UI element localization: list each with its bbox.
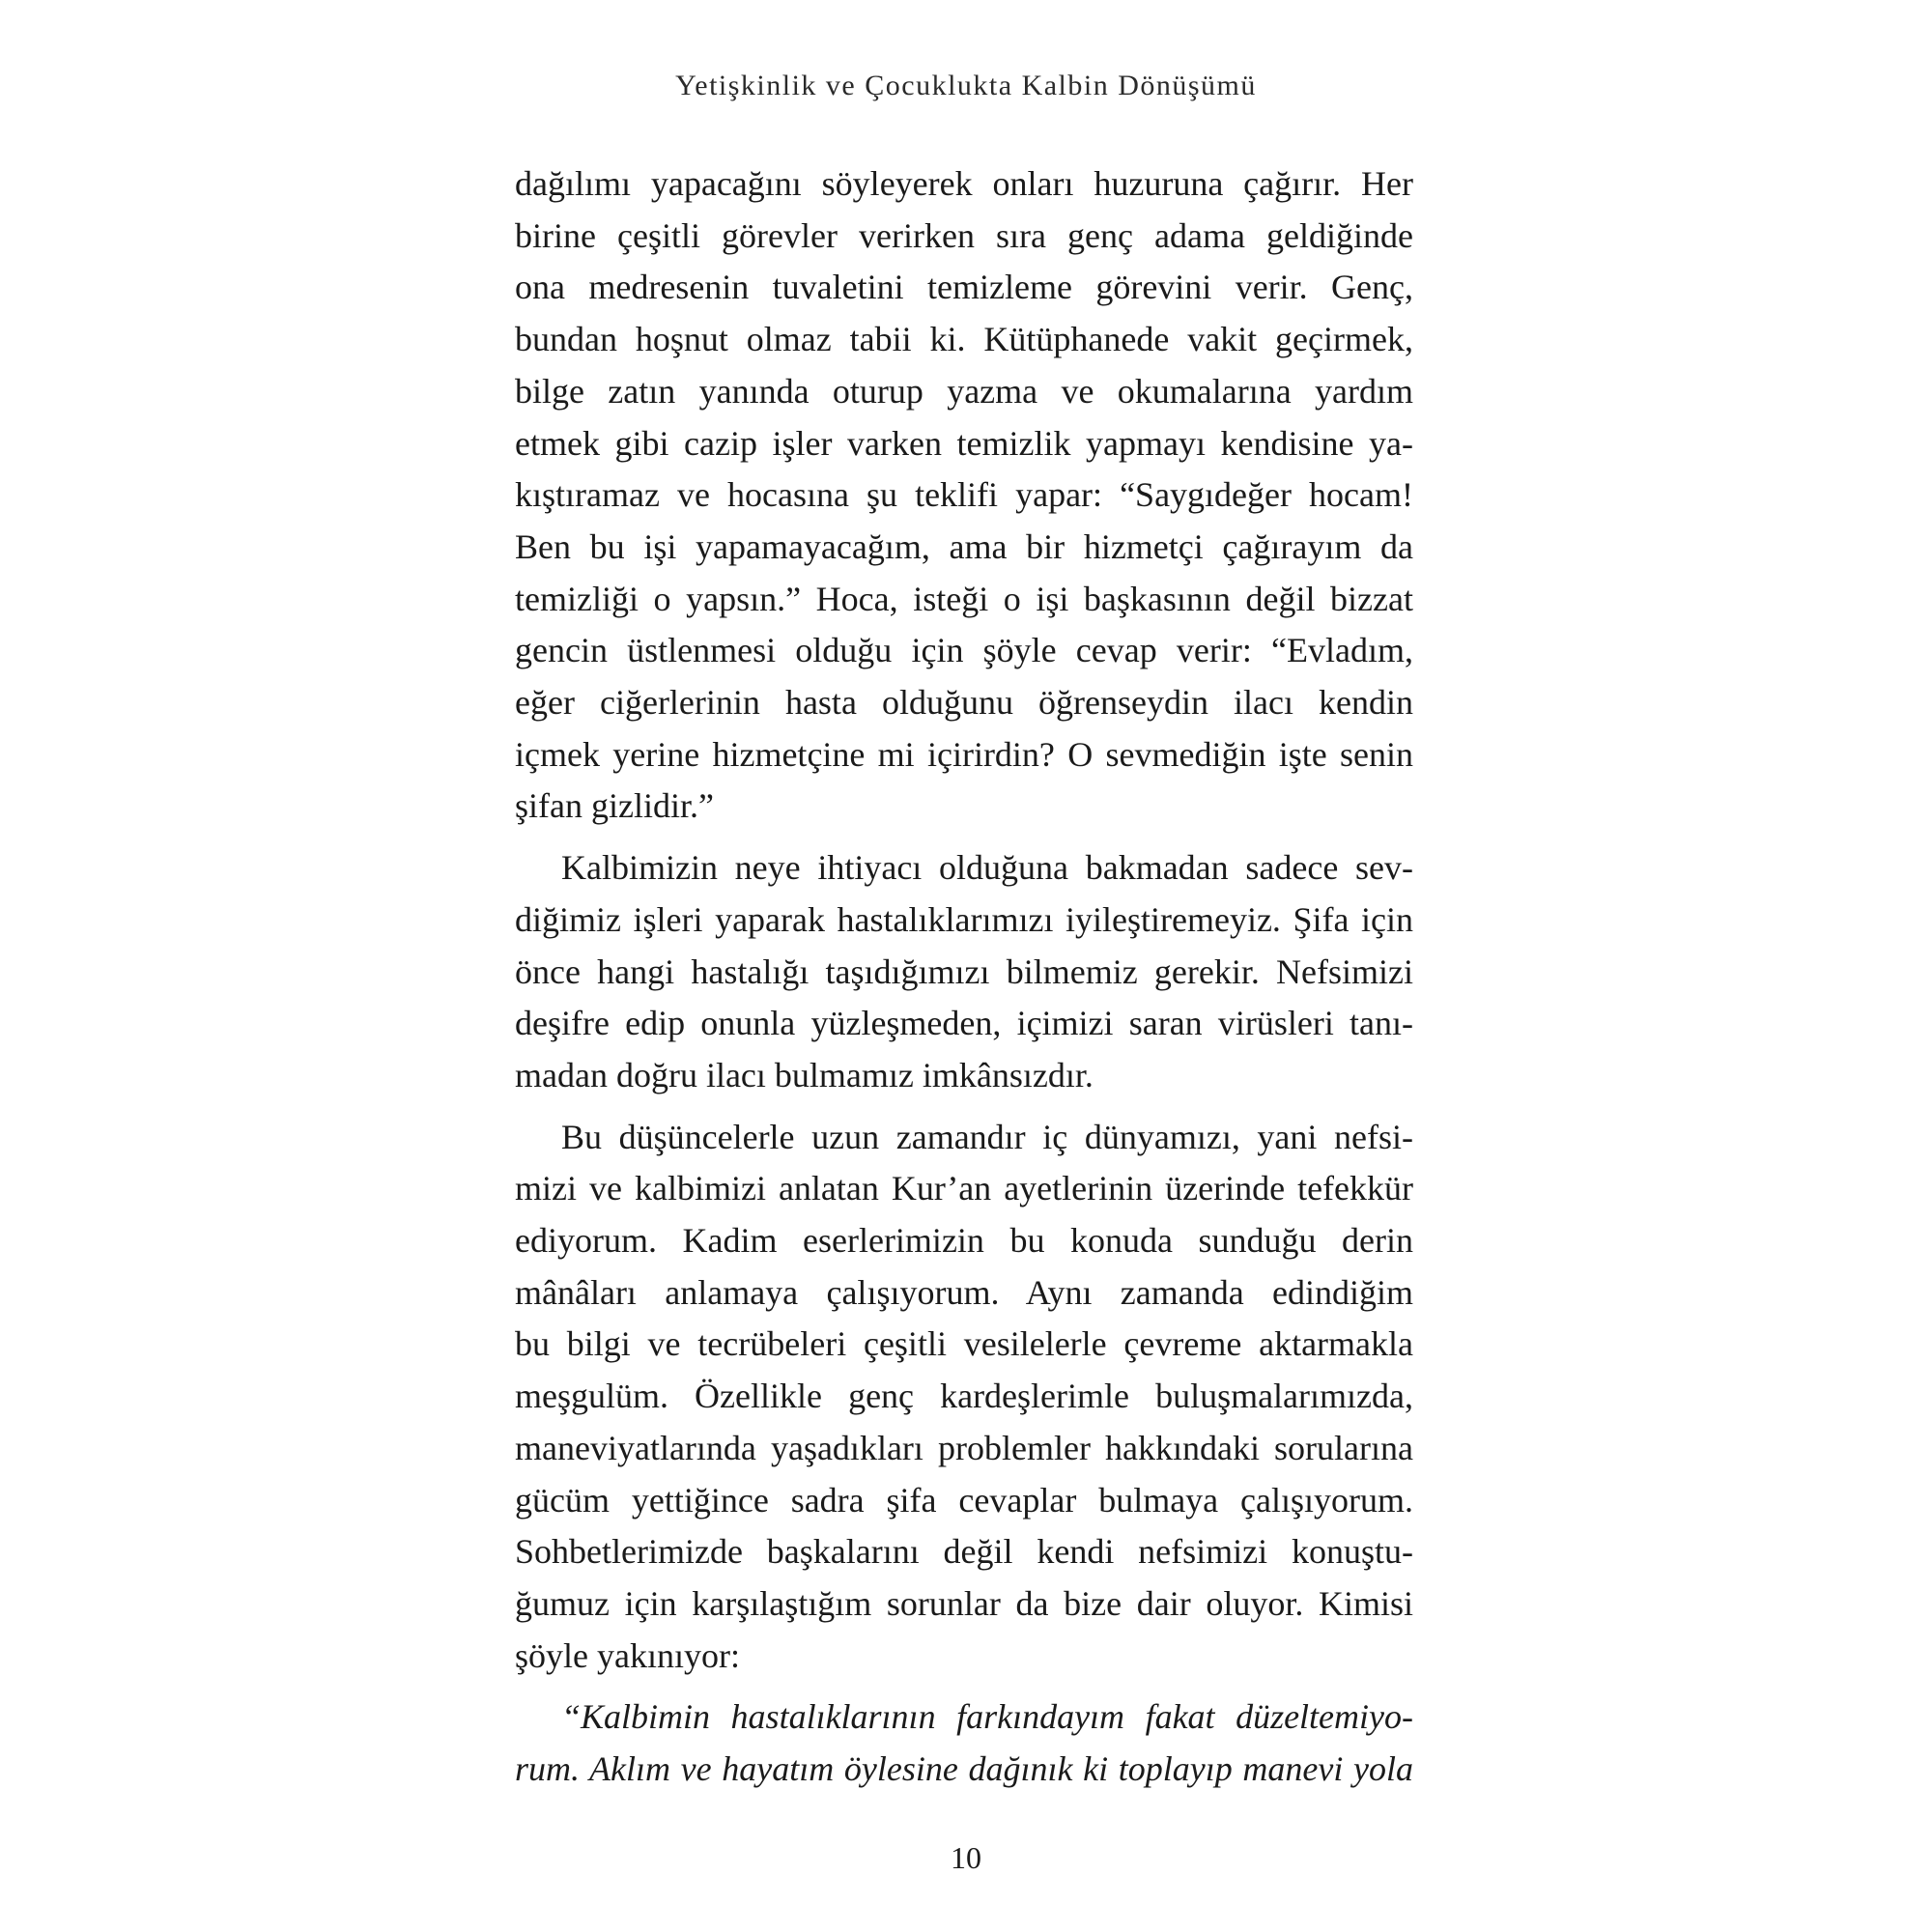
text-line: şöyle yakınıyor: bbox=[515, 1635, 740, 1675]
text-line: rum. Aklım ve hayatım öylesine dağınık ki toplayıp manevi yola bbox=[515, 1749, 1413, 1789]
text-line: mânâları anlamaya çalışıyorum. Aynı zamanda edindiğim bbox=[515, 1272, 1413, 1312]
text-line: içmek yerine hizmetçine mi içirirdin? O sevmediğin işte senin bbox=[515, 734, 1413, 774]
text-line: kıştıramaz ve hocasına şu teklifi yapar: “Saygıdeğer hocam! bbox=[515, 475, 1413, 515]
text-line: maneviyatlarında yaşadıkları problemler hakkındaki sorularına bbox=[515, 1428, 1413, 1467]
text-line: gencin üstlenmesi olduğu için şöyle cevap verir: “Evladım, bbox=[515, 631, 1413, 670]
text-line: Kalbimizin neye ihtiyacı olduğuna bakmadan sadece sev- bbox=[561, 848, 1413, 888]
text-line: madan doğru ilacı bulmamız imkânsızdır. bbox=[515, 1055, 1094, 1094]
paragraph-3 bbox=[515, 1112, 1413, 1683]
text-line: önce hangi hastalığı taşıdığımızı bilmemiz gerekir. Nefsimizi bbox=[515, 952, 1413, 991]
text-line: Ben bu işi yapamayacağım, ama bir hizmetçi çağırayım da bbox=[515, 526, 1413, 566]
text-line: eğer ciğerlerinin hasta olduğunu öğrenseydin ilacı kendin bbox=[515, 683, 1413, 723]
text-line: meşgulüm. Özellikle genç kardeşlerimle buluşmalarımızda, bbox=[515, 1377, 1413, 1416]
page-number: 10 bbox=[951, 1840, 981, 1875]
text-line: bundan hoşnut olmaz tabii ki. Kütüphanede vakit geçirmek, bbox=[515, 320, 1413, 359]
text-line: bilge zatın yanında oturup yazma ve okumalarına yardım bbox=[515, 371, 1413, 411]
paragraph-1 bbox=[515, 158, 1413, 833]
text-line: Bu düşüncelerle uzun zamandır iç dünyamızı, yani nefsi- bbox=[561, 1117, 1413, 1156]
text-line: dağılımı yapacağını söyleyerek onları huzuruna çağırır. Her bbox=[515, 164, 1413, 203]
text-line: mizi ve kalbimizi anlatan Kur’an ayetlerinin üzerinde tefekkür bbox=[515, 1169, 1413, 1208]
paragraph-4-quote bbox=[515, 1691, 1413, 1795]
text-line: şifan gizlidir.” bbox=[515, 786, 714, 826]
text-line: etmek gibi cazip işler varken temizlik yapmayı kendisine ya- bbox=[515, 423, 1413, 463]
text-line: bu bilgi ve tecrübeleri çeşitli vesilelerle çevreme aktarmakla bbox=[515, 1324, 1413, 1364]
text-line: ğumuz için karşılaştığım sorunlar da bize dair oluyor. Kimisi bbox=[515, 1583, 1413, 1623]
running-header: Yetişkinlik ve Çocuklukta Kalbin Dönüşümü bbox=[675, 70, 1257, 101]
paragraph-2 bbox=[515, 842, 1413, 1102]
text-line: birine çeşitli görevler verirken sıra genç adama geldiğinde bbox=[515, 215, 1413, 255]
body-text bbox=[515, 158, 1413, 1805]
text-line: ona medresenin tuvaletini temizleme görevini verir. Genç, bbox=[515, 268, 1413, 307]
text-line: temizliği o yapsın.” Hoca, isteği o işi başkasının değil bizzat bbox=[515, 579, 1413, 618]
text-line: ediyorum. Kadim eserlerimizin bu konuda sunduğu derin bbox=[515, 1221, 1413, 1261]
text-line: Sohbetlerimizde başkalarını değil kendi nefsimizi konuştu- bbox=[515, 1532, 1413, 1572]
text-line: deşifre edip onunla yüzleşmeden, içimizi saran virüsleri tanı- bbox=[515, 1004, 1413, 1043]
text-line: gücüm yettiğince sadra şifa cevaplar bulmaya çalışıyorum. bbox=[515, 1480, 1413, 1520]
text-line: “Kalbimin hastalıklarının farkındayım fakat düzeltemiyo- bbox=[561, 1697, 1413, 1737]
text-line: diğimiz işleri yaparak hastalıklarımızı iyileştiremeyiz. Şifa için bbox=[515, 899, 1413, 939]
